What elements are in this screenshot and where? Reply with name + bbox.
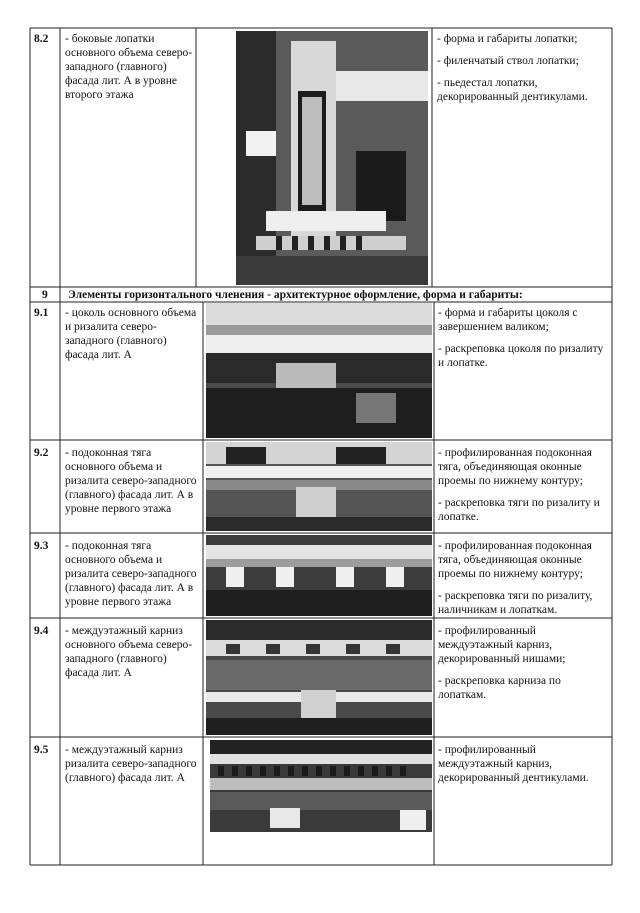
row-description: - подоконная тяга основного объема и ризалита северо-западного (главного) фасада лит. А в уровне первого этажа <box>65 540 197 608</box>
row-number: 9.4 <box>34 625 49 637</box>
pilaster-photo <box>236 31 428 285</box>
section-number: 9 <box>42 289 48 301</box>
feature-item: - раскреповка карниза по лопаткам. <box>438 675 561 701</box>
feature-item: - раскреповка цоколя по ризалиту и лопатке. <box>438 343 604 369</box>
row-description: - междуэтажный карниз основного объема северо-западного (главного) фасада лит. А <box>65 625 193 679</box>
cornice-photo-2 <box>210 740 432 832</box>
row-number: 9.3 <box>34 540 49 552</box>
row-description: - цоколь основного объема и ризалита северо-западного (главного) фасада лит. А <box>65 307 197 361</box>
features-list <box>437 32 609 112</box>
row-description: - междуэтажный карниз ризалита северо-западного (главного) фасада лит. А <box>65 744 197 784</box>
feature-item: - профилированная подоконная тяга, объединяющая оконные проемы по нижнему контуру; <box>438 540 592 580</box>
row-description: - подоконная тяга основного объема и ризалита северо-западного (главного) фасада лит. А в уровне первого этажа <box>65 447 197 515</box>
sill-band-photo-2 <box>206 535 432 616</box>
feature-item: - профилированный междуэтажный карниз, декорированный нишами; <box>438 625 566 665</box>
feature-item: - филенчатый ствол лопатки; <box>437 55 579 67</box>
feature-item: - профилированный междуэтажный карниз, декорированный дентикулами. <box>438 744 589 784</box>
row-number: 9.5 <box>34 744 49 756</box>
feature-item: - форма и габариты лопатки; <box>437 33 578 45</box>
features-list <box>438 624 610 710</box>
sill-band-photo-1 <box>206 442 432 531</box>
cornice-photo-1 <box>206 620 432 735</box>
feature-item: - раскреповка тяги по ризалиту, наличникам и лопаткам. <box>438 590 593 616</box>
row-number: 9.2 <box>34 447 49 459</box>
features-list <box>438 306 610 378</box>
features-list <box>438 743 610 793</box>
row-number: 8.2 <box>34 33 49 45</box>
feature-item: - форма и габариты цоколя с завершением валиком; <box>438 307 578 333</box>
feature-item: - профилированная подоконная тяга, объединяющая оконные проемы по нижнему контуру; <box>438 447 592 487</box>
features-list <box>438 539 610 625</box>
section-title: Элементы горизонтального членения - архитектурное оформление, форма и габариты: <box>68 289 523 301</box>
row-number: 9.1 <box>34 307 49 319</box>
row-description: - боковые лопатки основного объема северо-западного (главного) фасада лит. А в уровне второго этажа <box>65 33 193 101</box>
features-list <box>438 446 610 532</box>
feature-item: - раскреповка тяги по ризалиту и лопатке. <box>438 497 600 523</box>
feature-item: - пьедестал лопатки, декорированный дентикулами. <box>437 77 588 103</box>
plinth-photo <box>206 303 432 438</box>
